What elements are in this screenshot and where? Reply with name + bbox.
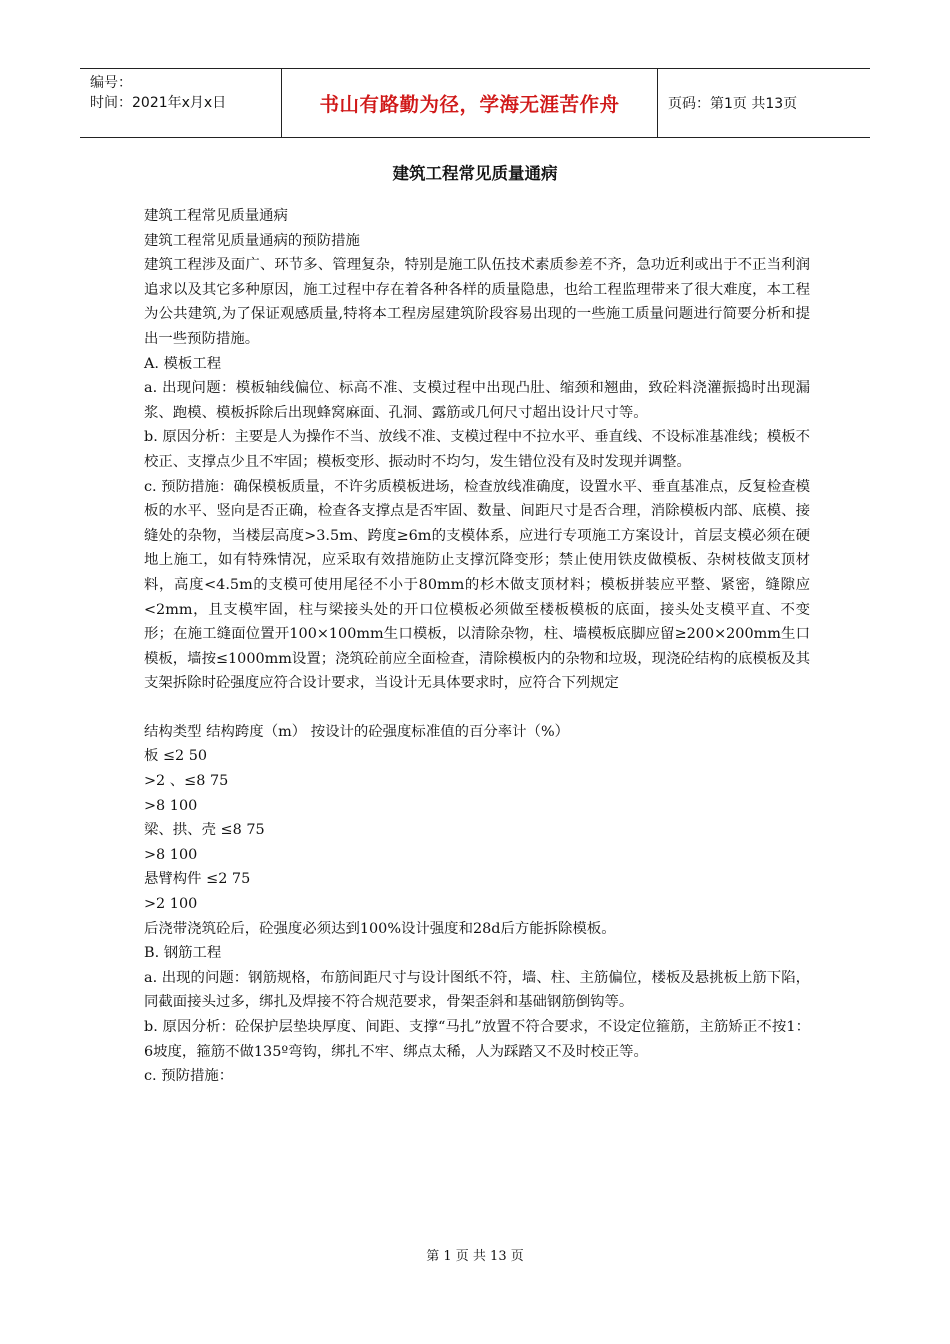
paragraph: a. 出现问题：模板轴线偏位、标高不准、支模过程中出现凸肚、缩颈和翘曲，致砼料浇灌振捣时出现漏浆、跑模、模板拆除后出现蜂窝麻面、孔洞、露筋或几何尺寸超出设计尺寸等。 (144, 380, 810, 421)
table-header-line: 结构类型 结构跨度（m） 按设计的砼强度标准值的百分率计（%） (144, 723, 570, 740)
header-page-info: 页码：第1页 共13页 (668, 96, 798, 112)
section-heading: A. 模板工程 (144, 355, 222, 372)
header-motto-cell (282, 69, 658, 137)
document-body (144, 204, 810, 1089)
paragraph: 建筑工程涉及面广、环节多、管理复杂，特别是施工队伍技术素质参差不齐，急功近利或出于不正当利润追求以及其它多种原因，施工过程中存在着各种各样的质量隐患，也给工程监理带来了很大难度，本工程为公共建筑,为了保证观感质量,特将本工程房屋建筑阶段容易出现的一些施工质量问题进行简要分析和提出一些预防措施。 (144, 257, 810, 347)
table-line: 板 ≤2 50 (144, 748, 208, 765)
document-date: 时间：2021年x月x日 (90, 95, 227, 111)
paragraph: b. 原因分析：砼保护层垫块厚度、间距、支撑“马扎”放置不符合要求，不设定位箍筋，主筋矫正不按1：6坡度，箍筋不做135º弯钩，绑扎不牢、绑点太稀，人为踩踏又不及时校正等。 (144, 1019, 810, 1060)
paragraph: 后浇带浇筑砼后，砼强度必须达到100%设计强度和28d后方能拆除模板。 (144, 920, 616, 937)
table-line: >8 100 (144, 797, 198, 814)
section-heading: B. 钢筋工程 (144, 945, 222, 962)
header-table (80, 68, 870, 138)
document-number-label: 编号： (90, 75, 132, 91)
table-line: 悬臂构件 ≤2 75 (144, 871, 251, 888)
paragraph: b. 原因分析：主要是人为操作不当、放线不准、支模过程中不拉水平、垂直线、不设标准基准线；模板不校正、支撑点少且不牢固；模板变形、振动时不均匀，发生错位没有及时发现并调整。 (144, 429, 810, 470)
document-title: 建筑工程常见质量通病 (392, 164, 558, 183)
table-line: >2 100 (144, 896, 198, 913)
table-line: >8 100 (144, 846, 198, 863)
paragraph: c. 预防措施：确保模板质量，不许劣质模板进场，检查放线准确度，设置水平、垂直基准点，反复检查模板的水平、竖向是否正确，检查各支撑点是否牢固、数量、间距尺寸是否合理，消除模板内部、底模、接缝处的杂物，当楼层高度>3.5m、跨度≥6m的支模体系，应进行专项施工方案设计，首层支模必须在硬地上施工，如有特殊情况，应采取有效措施防止支撑沉降变形；禁止使用铁皮做模板、杂树枝做支顶材料，高度<4.5m的支模可使用尾径不小于80mm的杉木做支顶材料；模板拼装应平整、紧密，缝隙应<2mm，且支模牢固，柱与梁接头处的开口位模板必须做至楼板模板的底面，接头处支模平直、不变形；在施工缝面位置开100×100mm生口模板，以清除杂物，柱、墙模板底脚应留≥200×200mm生口模板，墙按≤1000mm设置；浇筑砼前应全面检查，清除模板内的杂物和垃圾，现浇砼结构的底模板及其支架拆除时砼强度应符合设计要求，当设计无具体要求时，应符合下列规定 (144, 478, 810, 692)
table-line: 梁、拱、壳 ≤8 75 (144, 822, 265, 839)
paragraph: 建筑工程常见质量通病的预防措施 (144, 232, 360, 249)
header-left-cell (80, 69, 282, 137)
paragraph: a. 出现的问题：钢筋规格，布筋间距尺寸与设计图纸不符，墙、柱、主筋偏位，楼板及悬挑板上筋下陷，同截面接头过多，绑扎及焊接不符合规范要求，骨架歪斜和基础钢筋倒钩等。 (144, 969, 810, 1011)
paragraph: c. 预防措施： (144, 1068, 234, 1085)
table-line: >2 、≤8 75 (144, 773, 229, 790)
paragraph: 建筑工程常见质量通病 (144, 208, 288, 224)
header-motto: 书山有路勤为径，学海无涯苦作舟 (319, 93, 620, 116)
page-footer: 第 1 页 共 13 页 (426, 1249, 524, 1264)
